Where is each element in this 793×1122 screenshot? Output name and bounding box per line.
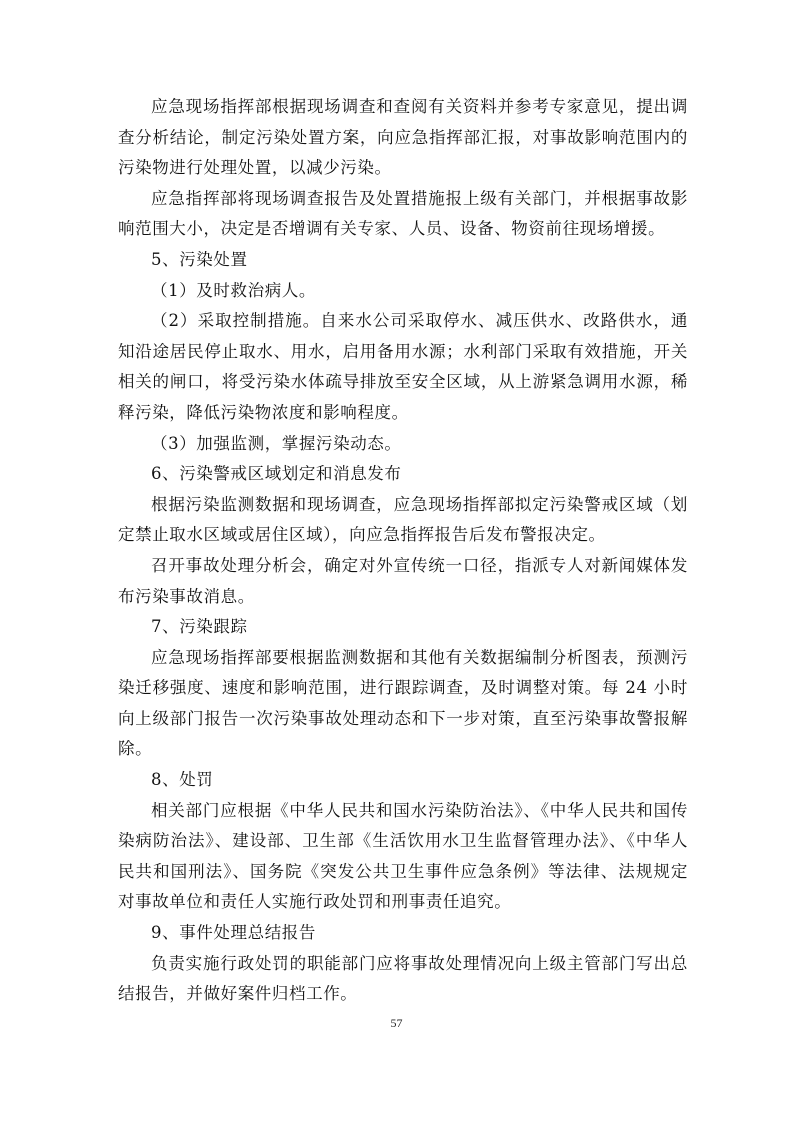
section-heading: 5、污染处置: [151, 249, 248, 269]
paragraph: 负责实施行政处罚的职能部门应将事故处理情况向上级主管部门写出总结报告，并做好案件归档工作。: [118, 953, 688, 1004]
section-heading: 7、污染跟踪: [151, 617, 248, 637]
list-item: （2）采取控制措施。自来水公司采取停水、减压供水、改路供水，通知沿途居民停止取水、用水，启用备用水源；水利部门采取有效措施，开关相关的闸口，将受污染水体疏导排放至安全区域，从上游紧急调用水源，稀释污染，降低污染物浓度和影响程度。: [118, 311, 688, 422]
list-item: （3）加强监测，掌握污染动态。: [151, 433, 402, 453]
document-body: [118, 92, 688, 1010]
paragraph: 应急指挥部将现场调查报告及处置措施报上级有关部门，并根据事故影响范围大小，决定是否增调有关专家、人员、设备、物资前往现场增援。: [118, 188, 688, 239]
paragraph: 相关部门应根据《中华人民共和国水污染防治法》、《中华人民共和国传染病防治法》、建设部、卫生部《生活饮用水卫生监督管理办法》、《中华人民共和国刑法》、国务院《突发公共卫生事件应急条例》等法律、法规规定对事故单位和责任人实施行政处罚和刑事责任追究。: [118, 800, 688, 912]
paragraph: 应急现场指挥部根据现场调查和查阅有关资料并参考专家意见，提出调查分析结论，制定污染处置方案，向应急指挥部汇报，对事故影响范围内的污染物进行处理处置，以减少污染。: [118, 97, 688, 178]
paragraph: 应急现场指挥部要根据监测数据和其他有关数据编制分析图表，预测污染迁移强度、速度和影响范围，进行跟踪调查，及时调整对策。每 24 小时向上级部门报告一次污染事故处理动态和下一步对策，直至污染事故警报解除。: [118, 647, 688, 759]
list-item: （1）及时救治病人。: [151, 280, 316, 300]
paragraph: 根据污染监测数据和现场调查，应急现场指挥部拟定污染警戒区域（划定禁止取水区域或居住区域），向应急指挥报告后发布警报决定。: [118, 494, 688, 545]
section-heading: 9、事件处理总结报告: [151, 923, 316, 943]
section-heading: 8、处罚: [151, 770, 214, 790]
section-heading: 6、污染警戒区域划定和消息发布: [151, 464, 402, 484]
paragraph: 召开事故处理分析会，确定对外宣传统一口径，指派专人对新闻媒体发布污染事故消息。: [118, 555, 688, 606]
page-number: 57: [390, 1016, 403, 1030]
